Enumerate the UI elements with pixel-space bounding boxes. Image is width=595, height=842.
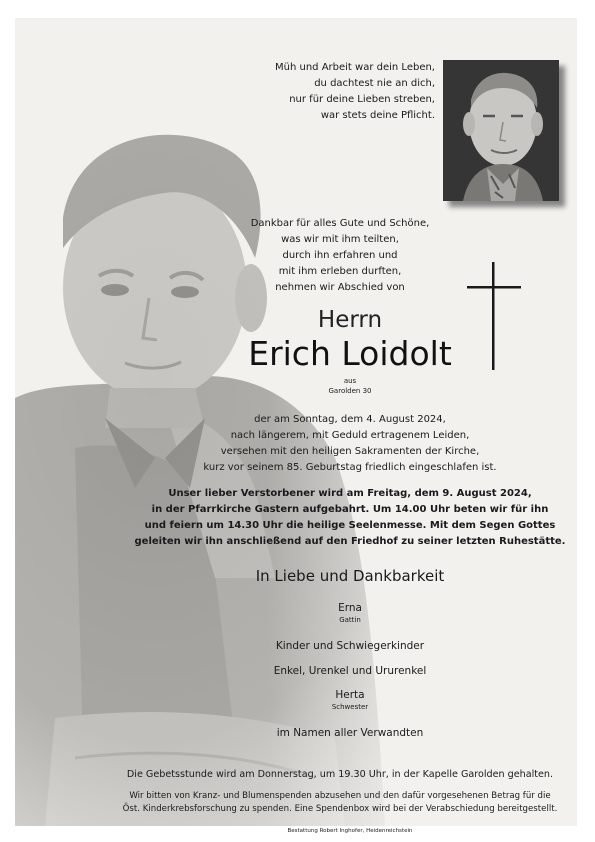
mourner-relation: Gattin xyxy=(339,616,361,624)
gratitude-text: Dankbar für alles Gute und Schöne, was wir mit ihm teilten, durch ihn erfahren und mit ihm erleben durften, nehmen wir Abschied von xyxy=(250,218,430,293)
mourners-heading: In Liebe und Dankbarkeit xyxy=(255,567,445,585)
donation-notice: Wir bitten von Kranz- und Blumenspenden abzusehen und den dafür vorgesehenen Betrag für die Öst. Kinderkrebsforschung zu spenden. Eine Spendenbox wird bei der Verabschiedung bereitgestellt. xyxy=(122,791,558,814)
prayer-notice: Die Gebetsstunde wird am Donnerstag, um 19.30 Uhr, in der Kapelle Garolden gehalten. xyxy=(126,769,554,780)
portrait-photo xyxy=(443,60,559,201)
undertaker-credit: Bestattung Robert Inghofer, Heidenreichstein xyxy=(287,828,413,834)
mourner-name: Enkel, Urenkel und Ururenkel xyxy=(273,665,427,677)
mourner-name: Herta xyxy=(335,689,365,701)
funeral-notice: Unser lieber Verstorbener wird am Freitag, dem 9. August 2024, in der Pfarrkirche Gastern aufgebahrt. Um 14.00 Uhr beten wir für ihn und feiern um 14.30 Uhr die heilige Seelenmesse. Mit dem Segen Gottes geleiten wir ihn anschließend auf den Friedhof zu seiner letzten Ruhestätte. xyxy=(134,488,566,547)
salutation: Herrn xyxy=(317,307,383,333)
mourner-relation: Schwester xyxy=(331,703,369,711)
mourner-name: im Namen aller Verwandten xyxy=(276,727,424,739)
origin-place: Garolden 30 xyxy=(328,387,372,395)
deceased-name: Erich Loidolt xyxy=(248,334,452,373)
memorial-poem: Müh und Arbeit war dein Leben, du dachtest nie an dich, nur für deine Lieben streben, war stets deine Pflicht. xyxy=(275,62,435,121)
mourner-name: Kinder und Schwiegerkinder xyxy=(275,640,425,652)
death-notice: der am Sonntag, dem 4. August 2024, nach längerem, mit Geduld ertragenem Leiden, versehen mit den heiligen Sakramenten der Kirche, kurz vor seinem 85. Geburtstag friedlich eingeschlafen ist. xyxy=(203,414,497,473)
obituary-sheet xyxy=(15,18,577,834)
mourner-name: Erna xyxy=(338,602,362,614)
origin-label: aus xyxy=(343,377,357,385)
